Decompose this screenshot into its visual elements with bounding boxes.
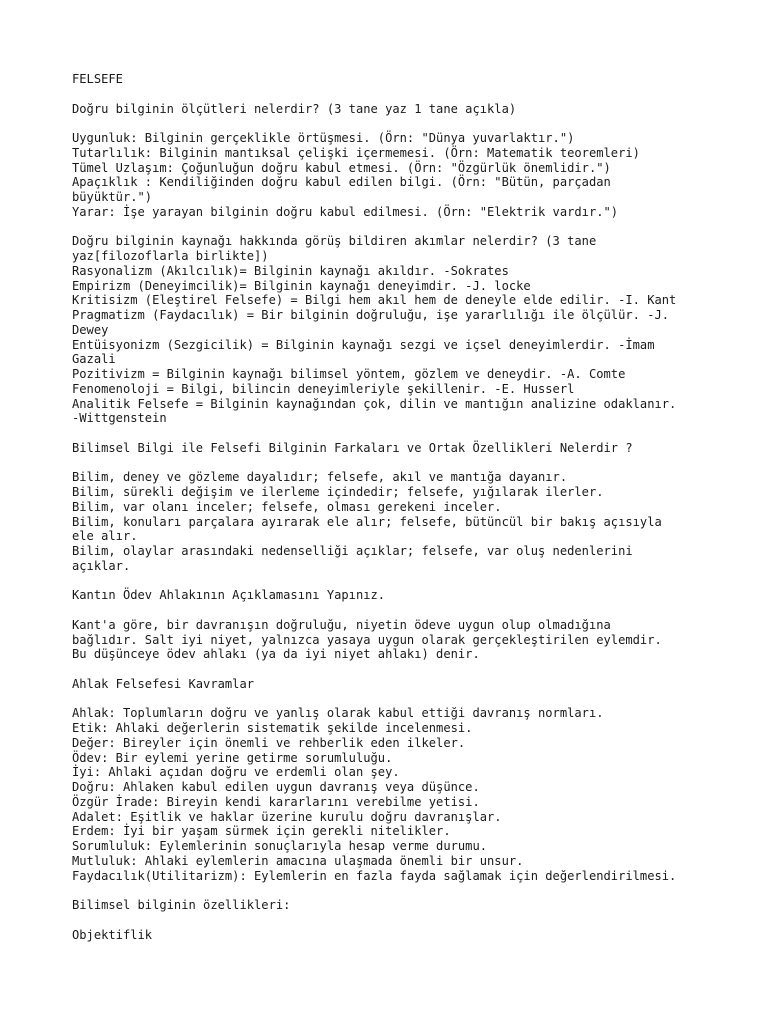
text-line: Adalet: Eşitlik ve haklar üzerine kurulu doğru davranışlar.: [72, 809, 502, 824]
text-line: Sorumluluk: Eylemlerinin sonuçlarıyla hesap verme durumu.: [72, 839, 488, 853]
text-line: Bilim, deney ve gözleme dayalıdır; felsefe, akıl ve mantığa dayanır.: [72, 470, 568, 485]
section-science-vs-philosophy: [72, 441, 712, 574]
text-line: Tümel Uzlaşım: Çoğunluğun doğru kabul etmesi. (Örn: "Özgürlük önemlidir."): [72, 160, 611, 175]
spacer: [72, 456, 712, 471]
text-line: Objektiflik: [72, 927, 153, 942]
text-line: Değer: Bireyler için önemli ve rehberlik eden ilkeler.: [72, 735, 466, 750]
section-scientific-knowledge-features: [72, 898, 712, 942]
text-line: Kritisizm (Eleştirel Felsefe) = Bilgi hem akıl hem de deneyle elde edilir. -I. Kant: [72, 293, 677, 308]
text-line: Tutarlılık: Bilginin mantıksal çelişki içermemesi. (Örn: Matematik teoremleri): [72, 145, 640, 160]
text-line: Pragmatizm (Faydacılık) = Bir bilginin doğruluğu, işe yararlılığı ile ölçülür. -J.: [72, 308, 670, 322]
text-line: Ahlak: Toplumların doğru ve yanlış olarak kabul ettiği davranış normları.: [72, 706, 604, 721]
text-line: açıklar.: [72, 558, 131, 573]
text-line: Entüisyonizm (Sezgicilik) = Bilginin kaynağı sezgi ve içsel deneyimlerdir. -İmam: [72, 337, 655, 352]
text-line: büyüktür."): [72, 190, 153, 204]
section-truth-criteria: [72, 102, 712, 220]
text-line: Doğru: Ahlaken kabul edilen uygun davranış veya düşünce.: [72, 780, 480, 794]
text-line: Apaçıklık : Kendiliğinden doğru kabul edilen bilgi. (Örn: "Bütün, parçadan: [72, 175, 611, 190]
section-question: Ahlak Felsefesi Kavramlar: [72, 676, 255, 691]
text-line: Bilim, konuları parçalara ayırarak ele alır; felsefe, bütüncül bir bakış açısıyla: [72, 514, 662, 529]
text-line: Empirizm (Deneyimcilik)= Bilginin kaynağı deneyimdir. -J. locke: [72, 278, 531, 293]
text-line: Bilim, sürekli değişim ve ilerleme içindedir; felsefe, yığılarak ilerler.: [72, 485, 604, 499]
text-line: Fenomenoloji = Bilgi, bilincin deneyimleriyle şekillenir. -E. Husserl: [72, 381, 575, 396]
text-line: Dewey: [72, 322, 109, 337]
text-line: Özgür İrade: Bireyin kendi kararlarını verebilme yetisi.: [72, 794, 480, 809]
text-line: Erdem: İyi bir yaşam sürmek için gerekli nitelikler.: [72, 824, 451, 839]
text-line: Mutluluk: Ahlaki eylemlerin amacına ulaşmada önemli bir unsur.: [72, 853, 524, 868]
document-title: FELSEFE: [72, 72, 123, 86]
spacer: [72, 426, 712, 441]
text-line: Uygunluk: Bilginin gerçeklikle örtüşmesi. (Örn: "Dünya yuvarlaktır."): [72, 131, 575, 145]
spacer: [72, 603, 712, 618]
spacer: [72, 116, 712, 131]
section-question: Doğru bilginin ölçütleri nelerdir? (3 tane yaz 1 tane açıkla): [72, 101, 517, 116]
text-line: bağlıdır. Salt iyi niyet, yalnızca yasaya uygun olarak gerçekleştirilen eylemdir.: [72, 632, 662, 647]
spacer: [72, 87, 712, 102]
spacer: [72, 913, 712, 928]
spacer: [72, 220, 712, 235]
text-line: Gazali: [72, 352, 116, 367]
text-line: Bilim, var olanı inceler; felsefe, olması gerekeni inceler.: [72, 499, 502, 514]
section-question: Doğru bilginin kaynağı hakkında görüş bildiren akımlar nelerdir? (3 tane: [72, 234, 597, 249]
section-ethics-concepts: [72, 677, 712, 884]
spacer: [72, 662, 712, 677]
text-line: İyi: Ahlaki açıdan doğru ve erdemli olan şey.: [72, 765, 400, 780]
text-line: Etik: Ahlaki değerlerin sistematik şekilde incelenmesi.: [72, 721, 473, 735]
text-line: Bu düşünceye ödev ahlakı (ya da iyi niyet ahlakı) denir.: [72, 647, 480, 662]
spacer: [72, 692, 712, 707]
spacer: [72, 883, 712, 898]
text-line: ele alır.: [72, 529, 138, 544]
text-line: Yarar: İşe yarayan bilginin doğru kabul edilmesi. (Örn: "Elektrik vardır."): [72, 204, 619, 219]
section-question: Kantın Ödev Ahlakının Açıklamasını Yapınız.: [72, 588, 386, 603]
section-question: Bilimsel bilginin özellikleri:: [72, 898, 291, 912]
section-knowledge-sources: [72, 234, 712, 426]
text-line: -Wittgenstein: [72, 411, 167, 426]
text-line: Pozitivizm = Bilginin kaynağı bilimsel yöntem, gözlem ve deneydir. -A. Comte: [72, 367, 626, 381]
text-line: Analitik Felsefe = Bilginin kaynağından çok, dilin ve mantığın analizine odaklanır.: [72, 396, 677, 411]
spacer: [72, 574, 712, 589]
text-line: Faydacılık(Utilitarizm): Eylemlerin en fazla fayda sağlamak için değerlendirilmesi.: [72, 868, 677, 883]
text-line: Rasyonalizm (Akılcılık)= Bilginin kaynağı akıldır. -Sokrates: [72, 263, 509, 278]
text-line: Kant'a göre, bir davranışın doğruluğu, niyetin ödeve uygun olup olmadığına: [72, 617, 611, 632]
text-line: Ödev: Bir eylemi yerine getirme sorumluluğu.: [72, 750, 393, 765]
text-line: Bilim, olaylar arasındaki nedenselliği açıklar; felsefe, var oluş nedenlerini: [72, 544, 633, 558]
section-question: yaz[filozoflarla birlikte]): [72, 249, 269, 263]
document-page: [72, 72, 712, 942]
section-question: Bilimsel Bilgi ile Felsefi Bilginin Farkaları ve Ortak Özellikleri Nelerdir ?: [72, 440, 633, 455]
section-kant-duty-ethics: [72, 588, 712, 662]
